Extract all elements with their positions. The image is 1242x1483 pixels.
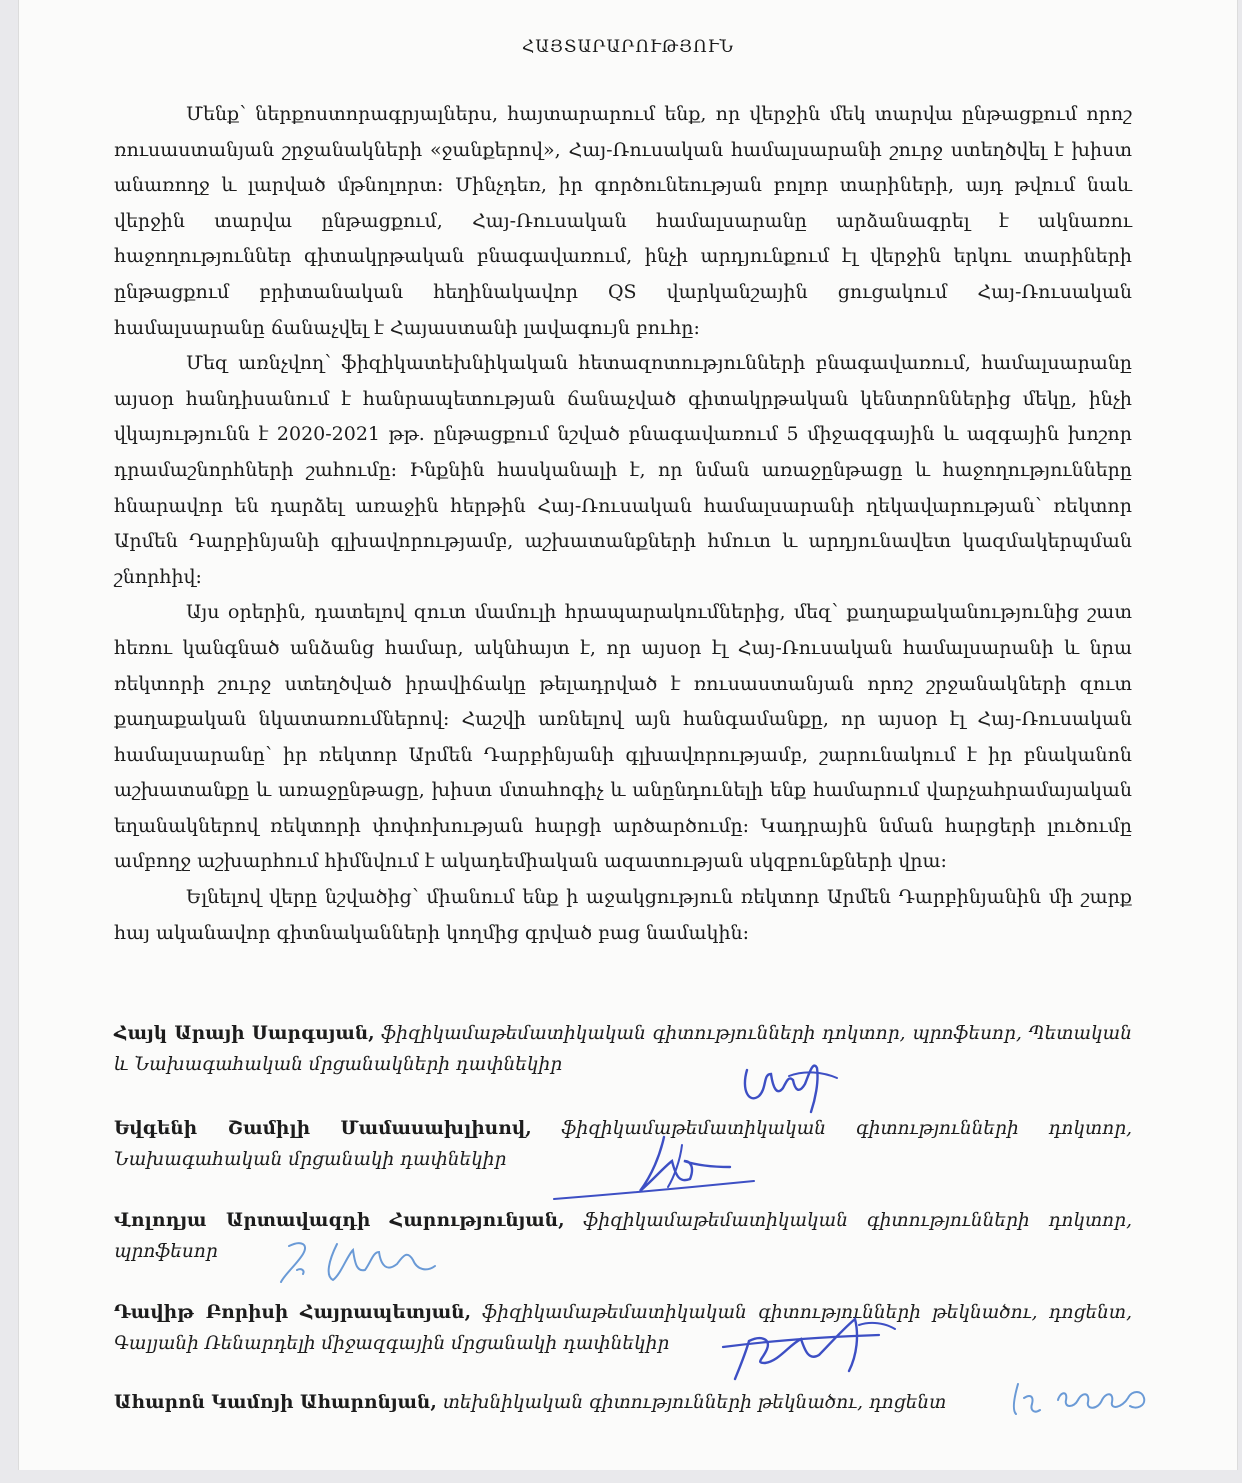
document-title: ՀԱՅՏԱՐԱՐՈՒԹՅՈՒՆ <box>522 37 734 57</box>
signatory-role: ֆիզիկամաթեմատիկական գիտությունների դոկտոր, պրոֆեսոր <box>114 1210 1132 1262</box>
handwritten-signature <box>1004 1372 1164 1422</box>
signatory-name: Դավիթ Բորիսի Հայրապետյան, <box>114 1302 472 1323</box>
signatory-role: տեխնիկական գիտությունների թեկնածու, դոցենտ <box>442 1392 947 1413</box>
signatory-entry <box>114 1297 1132 1359</box>
signatory-role: ֆիզիկամաթեմատիկական գիտությունների թեկնածու, դոցենտ, Գալյանի Ռենարդելի միջազգային մրցանակի դափնեկիր <box>114 1302 1132 1354</box>
paragraph: Մեզ առնչվող՝ ֆիզիկատեխնիկական հետազոտությունների բնագավառում, համալսարանը այսօր հանդիսանում է հանրապետության ճանաչված գիտակրթական կենտրոններից մեկը, ինչի վկայությունն է 2020-2021 թթ. ընթացքում նշված բնագավառում 5 միջազգային և ազգային խոշոր դրամաշնորհների շահումը: Ինքնին հասկանալի է, որ նման առաջընթացը և հաջողությունները հնարավոր են դարձել առաջին հերթին Հայ-Ռուսական համալսարանի ղեկավարության՝ ռեկտոր Արմեն Դարբինյանի գլխավորությամբ, աշխատանքների հմուտ և արդյունավետ կազմակերպման շնորհիվ: <box>114 352 1132 588</box>
handwritten-signature <box>719 1030 849 1115</box>
signatory-role: ֆիզիկամաթեմատիկական գիտությունների դոկտոր, Նախագահական մրցանակի դափնեկիր <box>114 1118 1132 1170</box>
paragraph: Ելնելով վերը նշվածից՝ միանում ենք ի աջակցություն ռեկտոր Արմեն Դարբինյանին մի շարք հայ ականավոր գիտնականների կողմից գրված բաց նամակին: <box>114 886 1132 944</box>
document-page <box>18 0 1238 1470</box>
handwritten-signature <box>709 1305 919 1385</box>
signatory-entry <box>114 1387 1132 1418</box>
signatory-name: Ահարոն Կամոյի Ահարոնյան, <box>114 1392 437 1413</box>
signatory-role: ֆիզիկամաթեմատիկական գիտությունների դոկտոր, պրոֆեսոր, Պետական և Նախագահական մրցանակների դափնեկիր <box>114 1023 1132 1075</box>
handwritten-signature <box>267 1230 467 1290</box>
document-body <box>114 97 1132 951</box>
signatory-name: Հայկ Արայի Սարգսյան, <box>114 1023 375 1044</box>
handwritten-signature <box>544 1125 774 1210</box>
paragraph: Մենք՝ ներքոստորագրյալներս, հայտարարում ենք, որ վերջին մեկ տարվա ընթացքում որոշ ռուսաստանյան շրջանակների «ջանքերով», Հայ-Ռուսական համալսարանի շուրջ ստեղծվել է խիստ անառողջ և լարված մթնոլորտ: Մինչդեռ, իր գործունեության բոլոր տարիների, այդ թվում նաև վերջին տարվա ընթացքում, Հայ-Ռուսական համալսարանը արձանագրել է ակնառու հաջողություններ գիտակրթական բնագավառում, ինչի արդյունքում էլ վերջին երկու տարիների ընթացքում բրիտանական հեղինակավոր QS վարկանշային ցուցակում Հայ-Ռուսական համալսարանը ճանաչվել է Հայաստանի լավագույն բուհը: <box>114 103 1132 339</box>
paragraph: Այս օրերին, դատելով զուտ մամուլի հրապարակումներից, մեզ՝ քաղաքականությունից շատ հեռու կանգնած անձանց համար, ակնհայտ է, որ այսօր էլ Հայ-Ռուսական համալսարանի և նրա ռեկտորի շուրջ ստեղծված իրավիճակը թելադրված է ռուսաստանյան որոշ շրջանակների զուտ քաղաքական նկատառումներով: Հաշվի առնելով այն հանգամանքը, որ այսօր էլ Հայ-Ռուսական համալսարանը՝ իր ռեկտոր Արմեն Դարբինյանի գլխավորությամբ, շարունակում է իր բնականոն աշխատանքը և առաջընթացը, խիստ մտահոգիչ և անընդունելի ենք համարում վարչահրամայական եղանակներով ռեկտորի փոփոխության հարցի արծարծումը: Կադրային նման հարցերի լուծումը ամբողջ աշխարհում հիմնվում է ակադեմիական ազատության սկզբունքների վրա: <box>114 601 1132 873</box>
signatory-name: Եվգենի Շամիլի Մամասախլիսով, <box>114 1118 532 1139</box>
signatory-entry <box>114 1018 1132 1080</box>
signatory-name: Վոլոդյա Արտավազդի Հարությունյան, <box>114 1210 565 1231</box>
